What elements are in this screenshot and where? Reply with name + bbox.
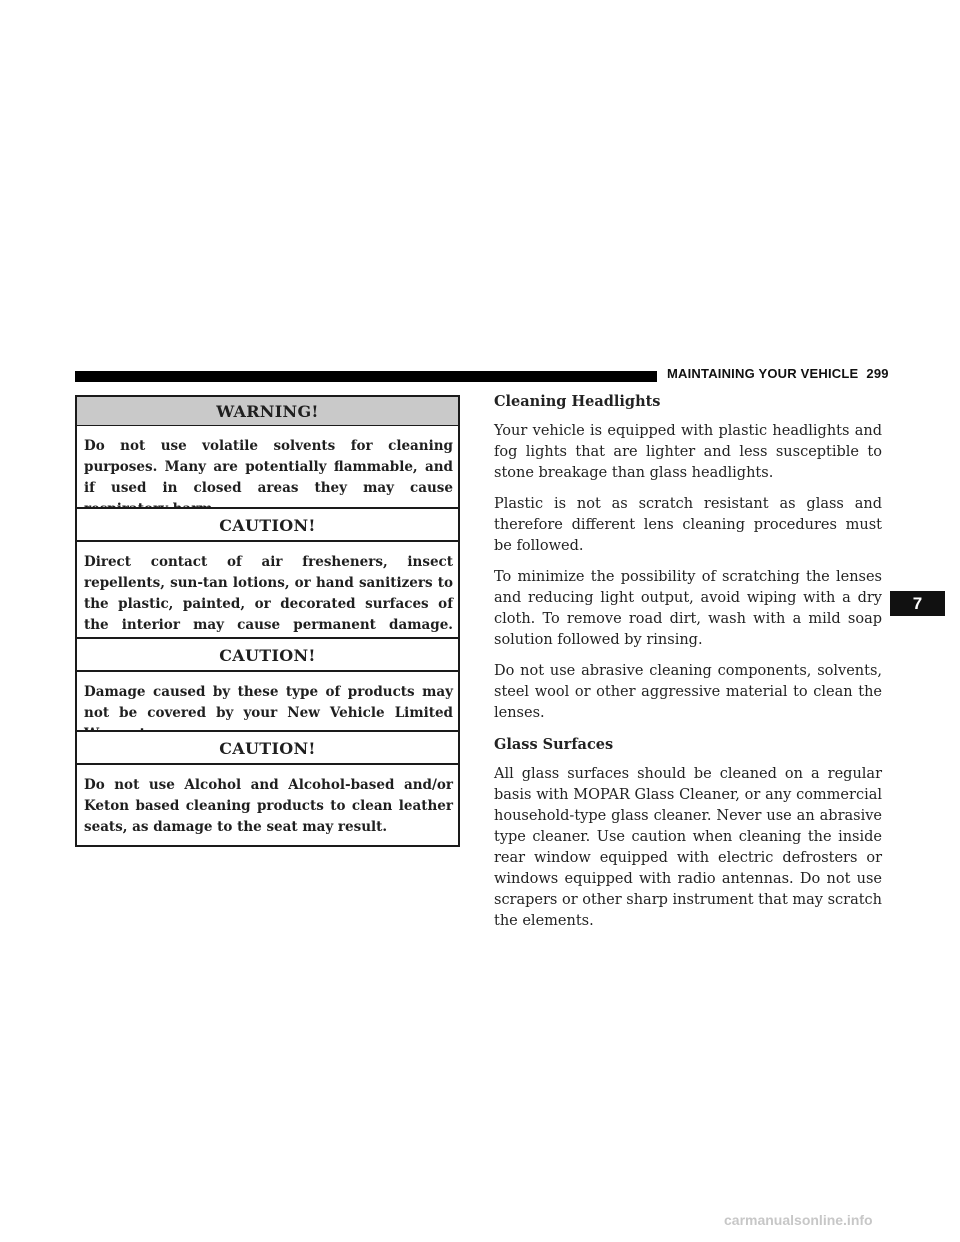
page-number: 299 (866, 366, 889, 381)
caution-title: CAUTION! (77, 509, 458, 542)
watermark: carmanualsonline.info (724, 1212, 873, 1228)
caution-title: CAUTION! (77, 732, 458, 765)
paragraph: Do not use abrasive cleaning components, solvents, steel wool or other aggressive material to clean the lenses. (494, 663, 882, 721)
chapter-tab: 7 (890, 591, 945, 616)
caution-text: Direct contact of air fresheners, insect repellents, sun-tan lotions, or hand sanitizers to the plastic, painted, or decorated surfaces of the interior may cause permanent damage. (84, 554, 453, 633)
right-column (494, 391, 882, 942)
section-title: MAINTAINING YOUR VEHICLE (667, 366, 859, 381)
paragraph: Your vehicle is equipped with plastic headlights and fog lights that are lighter and less susceptible to stone breakage than glass headlights. (494, 423, 882, 481)
caution-text: Do not use Alcohol and Alcohol-based and/or Keton based cleaning products to clean leather seats, as damage to the seat may result. (84, 777, 453, 835)
caution-box-3 (75, 730, 460, 847)
running-header (667, 366, 889, 381)
section-heading-headlights: Cleaning Headlights (494, 393, 661, 410)
warning-text: Do not use volatile solvents for cleaning purposes. Many are potentially flammable, and if used in closed areas they may cause (84, 438, 453, 496)
section-heading-glass: Glass Surfaces (494, 736, 614, 753)
paragraph: Plastic is not as scratch resistant as glass and therefore different lens cleaning procedures must be followed. (494, 496, 882, 554)
header-rule (75, 371, 657, 382)
caution-title: CAUTION! (77, 639, 458, 672)
caution-text: Damage caused by these type of products may not be covered by your New Vehicle Limited (84, 684, 453, 721)
warning-title: WARNING! (77, 397, 458, 426)
paragraph: All glass surfaces should be cleaned on a regular basis with MOPAR Glass Cleaner, or any commercial household-type glass cleaner. Never use an abrasive type cleaner. Use caution when cleaning the inside rear window equipped with electric defrosters or windows equipped with radio antennas. Do not use scrapers or other sharp instrument that may scratch the elements. (494, 766, 883, 929)
paragraph: To minimize the possibility of scratching the lenses and reducing light output, avoid wiping with a dry cloth. To remove road dirt, wash with a mild soap solution followed by rinsing. (494, 569, 882, 648)
